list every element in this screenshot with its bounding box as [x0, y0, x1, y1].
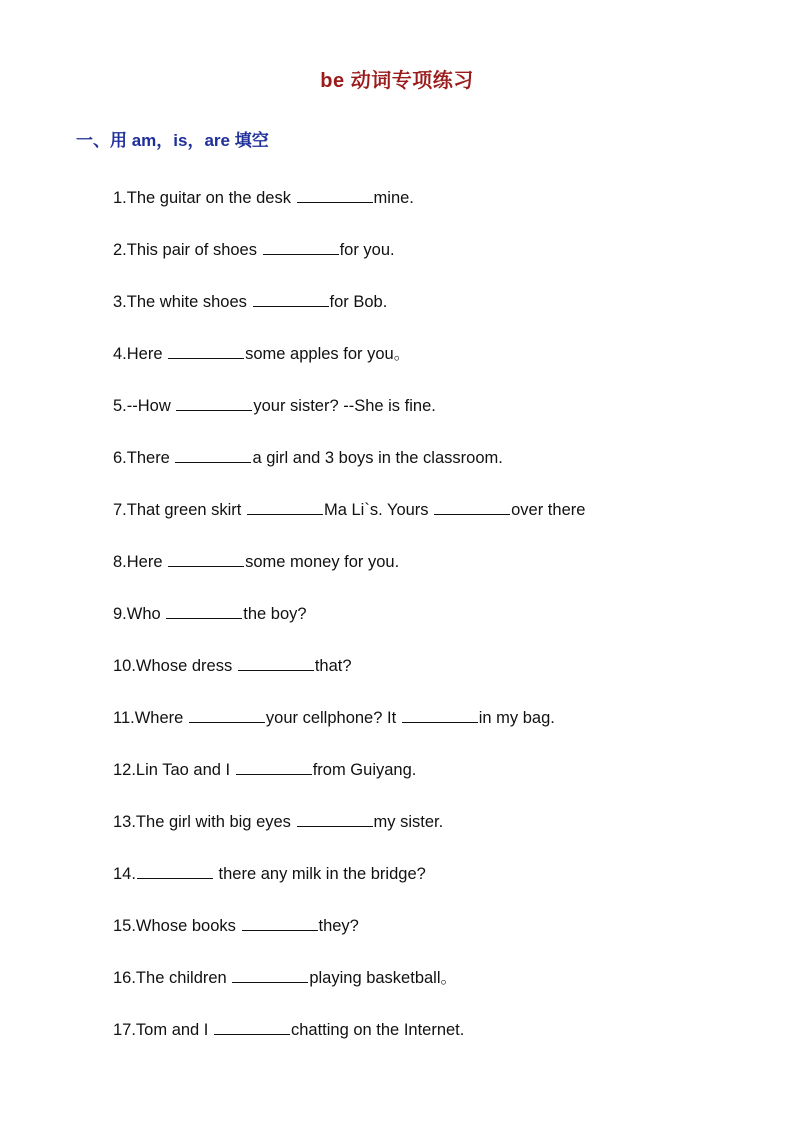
question-text: 5.--How: [113, 397, 176, 415]
question-item: [113, 550, 585, 602]
answer-blank[interactable]: [168, 550, 244, 567]
answer-blank[interactable]: [297, 186, 373, 203]
question-text: 8.Here: [113, 553, 168, 571]
answer-blank[interactable]: [236, 758, 312, 775]
question-text: some apples for you。: [245, 345, 411, 363]
answer-blank[interactable]: [137, 862, 213, 879]
answer-blank[interactable]: [263, 238, 339, 255]
question-text: 4.Here: [113, 345, 168, 363]
answer-blank[interactable]: [189, 706, 265, 723]
question-item: [113, 290, 585, 342]
answer-blank[interactable]: [253, 290, 329, 307]
question-text: 9.Who: [113, 605, 166, 623]
question-text: 11.Where: [113, 709, 188, 727]
answer-blank[interactable]: [297, 810, 373, 827]
question-item: [113, 602, 585, 654]
answer-blank[interactable]: [232, 966, 308, 983]
question-item: [113, 446, 585, 498]
question-text: chatting on the Internet.: [290, 1021, 465, 1039]
question-text: mine.: [373, 189, 414, 207]
question-item: [113, 1018, 585, 1070]
question-list: [113, 186, 585, 1070]
question-item: [113, 498, 585, 550]
answer-blank[interactable]: [242, 914, 318, 931]
answer-blank[interactable]: [214, 1018, 290, 1035]
question-text: 17.Tom and I: [113, 1021, 213, 1039]
question-text: the boy?: [243, 605, 307, 623]
answer-blank[interactable]: [176, 394, 252, 411]
answer-blank[interactable]: [247, 498, 323, 515]
question-text: there any milk in the bridge?: [213, 865, 426, 883]
question-text: 3.The white shoes: [113, 293, 252, 311]
question-text: that?: [314, 657, 352, 675]
question-item: [113, 394, 585, 446]
question-text: 7.That green skirt: [113, 501, 246, 519]
question-text: some money for you.: [245, 553, 400, 571]
question-text: a girl and 3 boys in the classroom.: [252, 449, 503, 467]
answer-blank[interactable]: [175, 446, 251, 463]
question-text: your cellphone? It: [265, 709, 401, 727]
question-text: for you.: [339, 241, 395, 259]
question-item: [113, 810, 585, 862]
question-item: [113, 186, 585, 238]
question-text: 2.This pair of shoes: [113, 241, 262, 259]
question-text: 6.There: [113, 449, 175, 467]
answer-blank[interactable]: [434, 498, 510, 515]
question-text: 16.The children: [113, 969, 232, 987]
question-text: playing basketball。: [309, 969, 457, 987]
question-text: 10.Whose dress: [113, 657, 237, 675]
question-text: 14.: [113, 865, 136, 883]
question-text: 1.The guitar on the desk: [113, 189, 296, 207]
question-text: they?: [318, 917, 359, 935]
question-item: [113, 862, 585, 914]
question-text: in my bag.: [478, 709, 555, 727]
question-text: 15.Whose books: [113, 917, 241, 935]
question-text: your sister? --She is fine.: [253, 397, 436, 415]
answer-blank[interactable]: [166, 602, 242, 619]
question-item: [113, 706, 585, 758]
answer-blank[interactable]: [402, 706, 478, 723]
question-item: [113, 342, 585, 394]
question-item: [113, 654, 585, 706]
question-text: Ma Li`s. Yours: [323, 501, 434, 519]
question-item: [113, 914, 585, 966]
question-item: [113, 758, 585, 810]
answer-blank[interactable]: [238, 654, 314, 671]
question-text: from Guiyang.: [312, 761, 417, 779]
question-text: over there: [511, 501, 586, 519]
question-item: [113, 966, 585, 1018]
question-item: [113, 238, 585, 290]
answer-blank[interactable]: [168, 342, 244, 359]
page-title: be 动词专项练习: [320, 70, 474, 92]
question-text: 12.Lin Tao and I: [113, 761, 235, 779]
question-text: my sister.: [373, 813, 444, 831]
question-text: for Bob.: [329, 293, 388, 311]
question-text: 13.The girl with big eyes: [113, 813, 296, 831]
section-heading: 一、用 am，is，are 填空: [76, 131, 269, 150]
